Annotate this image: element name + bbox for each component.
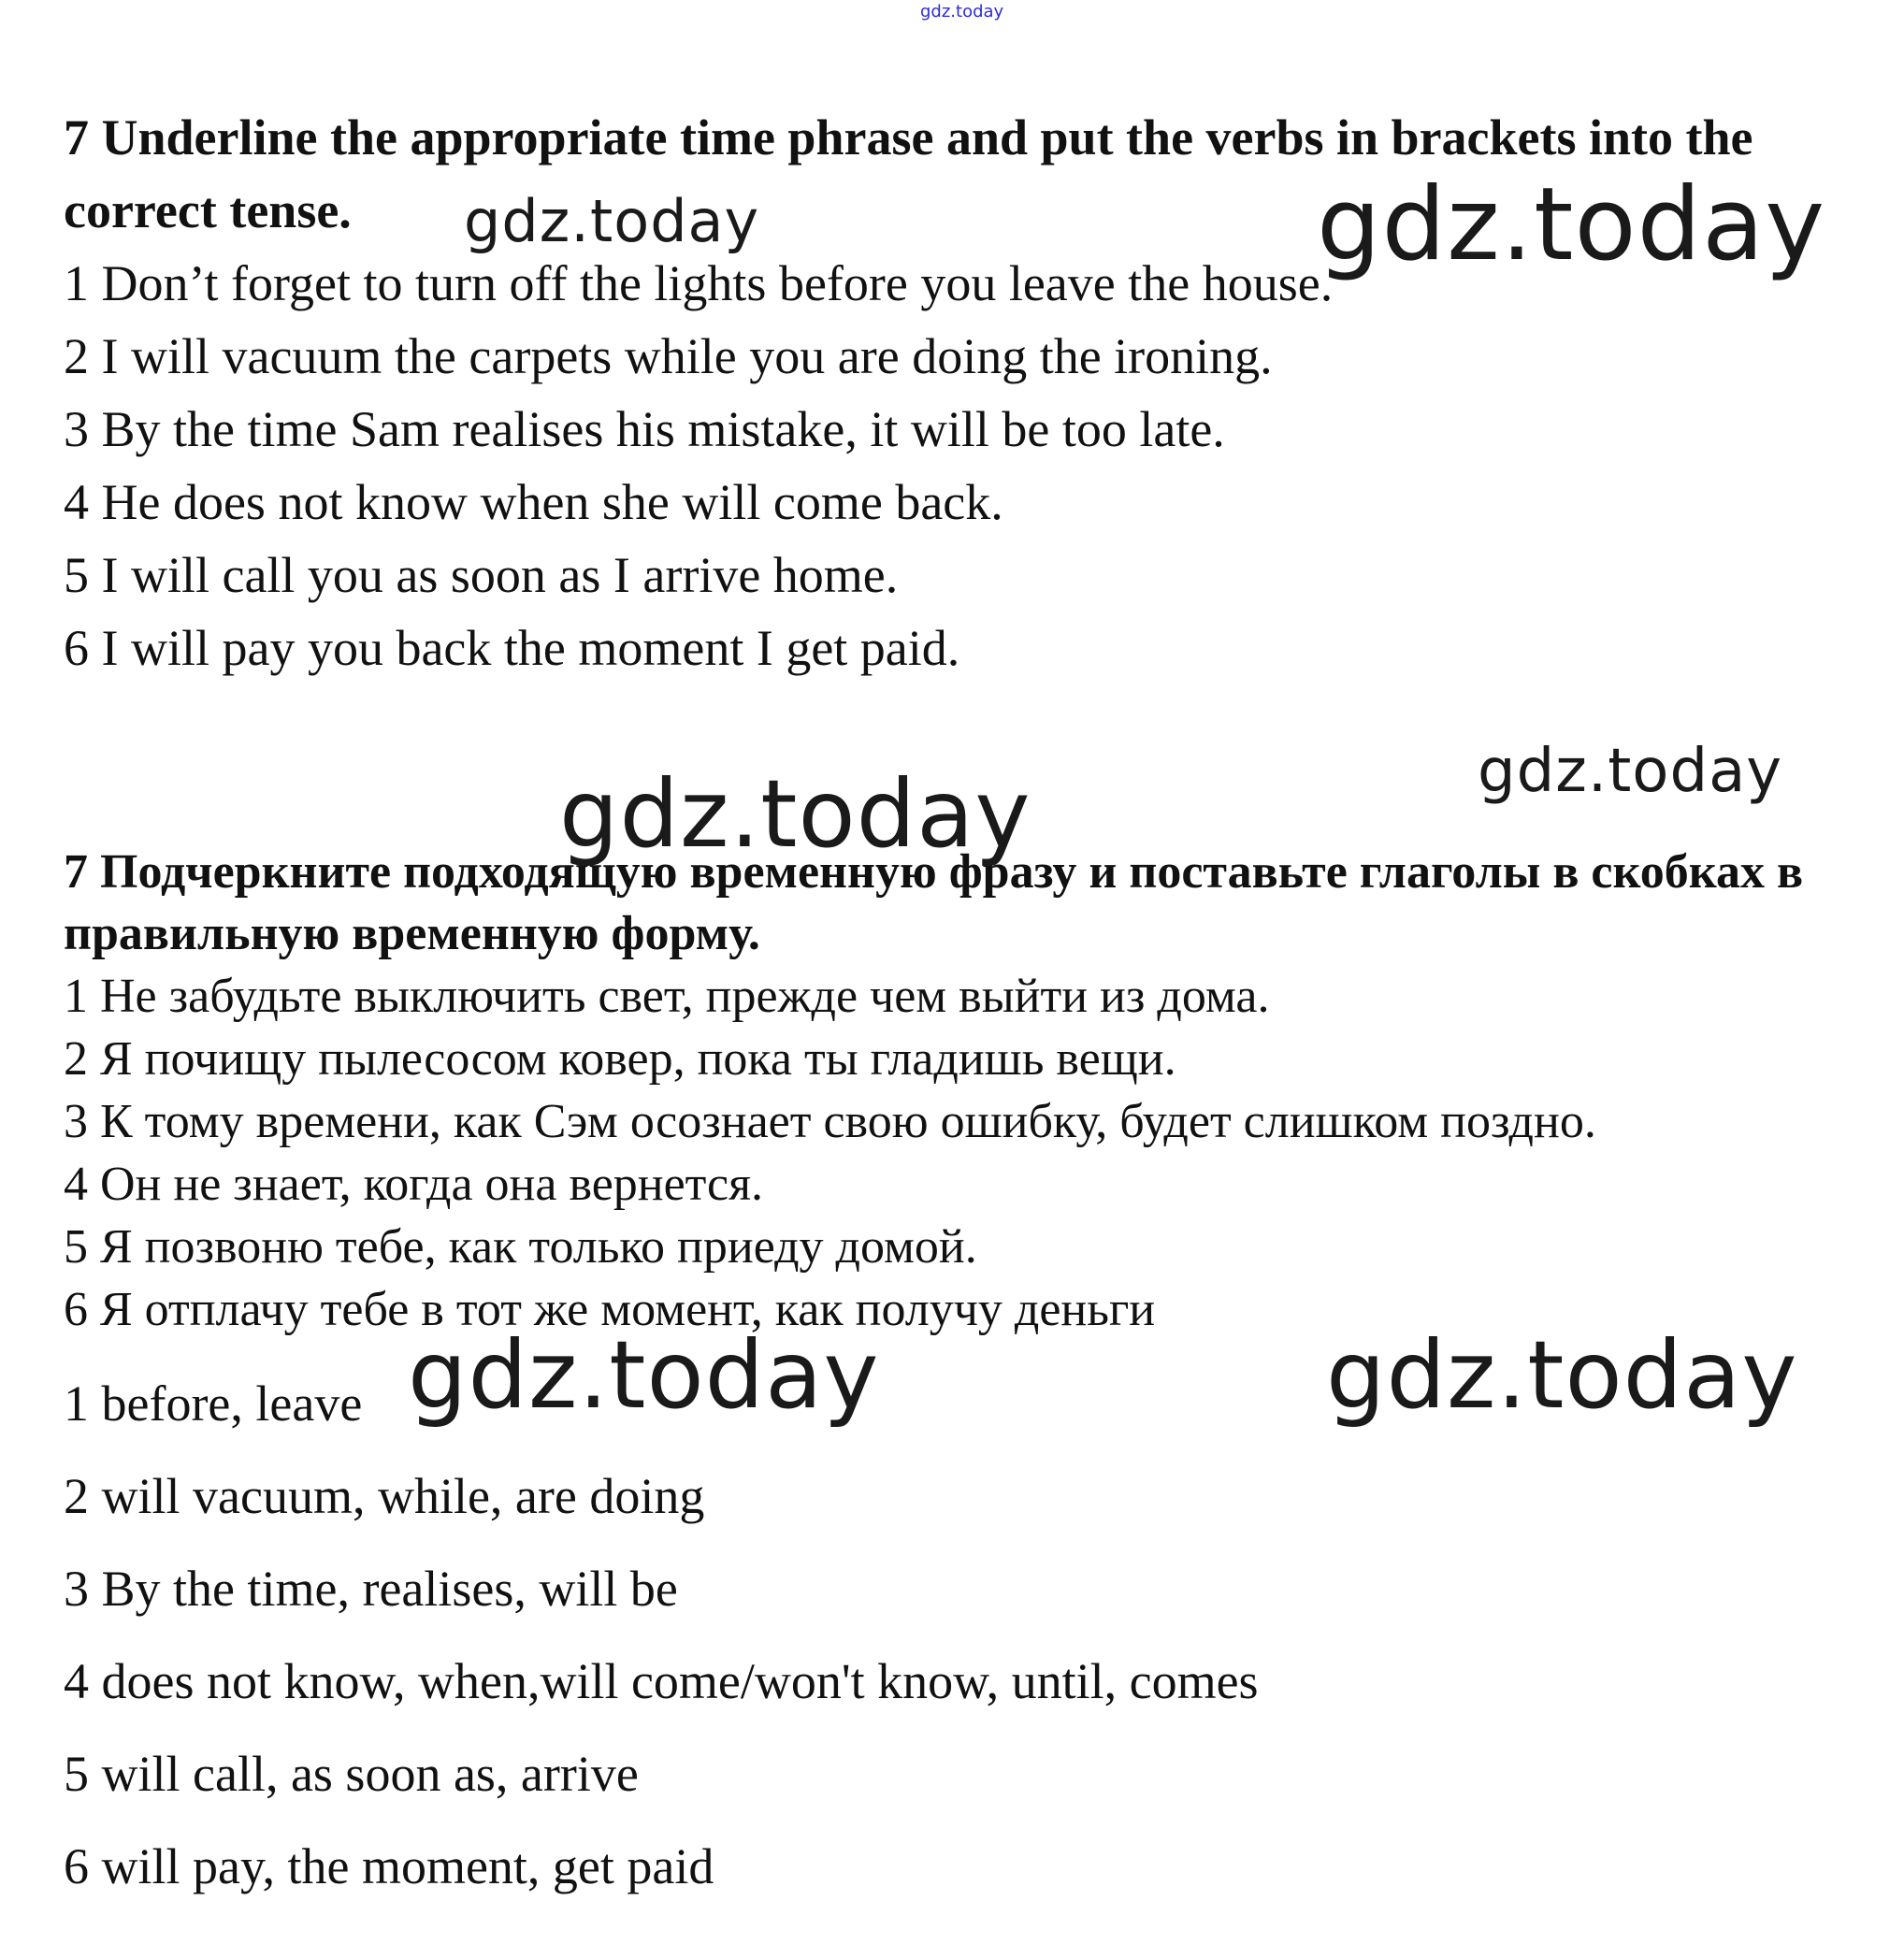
english-sentence-3: 3 By the time Sam realises his mistake, it will be too late. bbox=[64, 401, 1225, 457]
answer-3: 3 By the time, realises, will be bbox=[64, 1561, 678, 1617]
english-heading: 7 Underline the appropriate time phrase and put the verbs in brackets into the correct tense. bbox=[64, 109, 1753, 238]
english-sentence-2: 2 I will vacuum the carpets while you are doing the ironing. bbox=[64, 328, 1273, 384]
russian-sentence-4: 4 Он не знает, когда она вернется. bbox=[64, 1158, 764, 1211]
russian-sentence-2: 2 Я почищу пылесосом ковер, пока ты гладишь вещи. bbox=[64, 1032, 1176, 1086]
answer-5: 5 will call, as soon as, arrive bbox=[64, 1746, 639, 1802]
answer-1: 1 before, leave bbox=[64, 1375, 363, 1432]
watermark-3: gdz.today bbox=[1478, 737, 1783, 806]
russian-sentence-3: 3 К тому времени, как Сэм осознает свою ошибку, будет слишком поздно. bbox=[64, 1095, 1596, 1148]
watermark-2: gdz.today bbox=[1317, 166, 1826, 283]
answer-4: 4 does not know, when,will come/won't know, until, comes bbox=[64, 1653, 1259, 1709]
answers bbox=[64, 1358, 1840, 1913]
russian-sentence-1: 1 Не забудьте выключить свет, прежде чем выйти из дома. bbox=[64, 970, 1270, 1023]
watermark-1: gdz.today bbox=[464, 187, 760, 255]
answer-6: 6 will pay, the moment, get paid bbox=[64, 1838, 714, 1894]
english-sentence-5: 5 I will call you as soon as I arrive home. bbox=[64, 547, 899, 603]
watermark-6: gdz.today bbox=[1326, 1320, 1798, 1430]
watermark-5: gdz.today bbox=[408, 1320, 880, 1430]
russian-exercise bbox=[64, 842, 1840, 1341]
russian-sentence-6: 6 Я отплачу тебе в тот же момент, как получу деньги bbox=[64, 1283, 1156, 1336]
english-sentence-1: 1 Don’t forget to turn off the lights before you leave the house. bbox=[64, 255, 1334, 311]
russian-heading: 7 Подчеркните подходящую временную фразу и поставьте глаголы в скобках в правильную временную форму. bbox=[64, 845, 1804, 960]
answer-2: 2 will vacuum, while, are doing bbox=[64, 1468, 705, 1524]
watermark-4: gdz.today bbox=[559, 759, 1031, 869]
header-watermark: gdz.today bbox=[920, 2, 1004, 22]
english-sentence-6: 6 I will pay you back the moment I get paid. bbox=[64, 620, 960, 676]
english-sentence-4: 4 He does not know when she will come back. bbox=[64, 474, 1003, 530]
russian-sentence-5: 5 Я позвоню тебе, как только приеду домой. bbox=[64, 1220, 977, 1274]
